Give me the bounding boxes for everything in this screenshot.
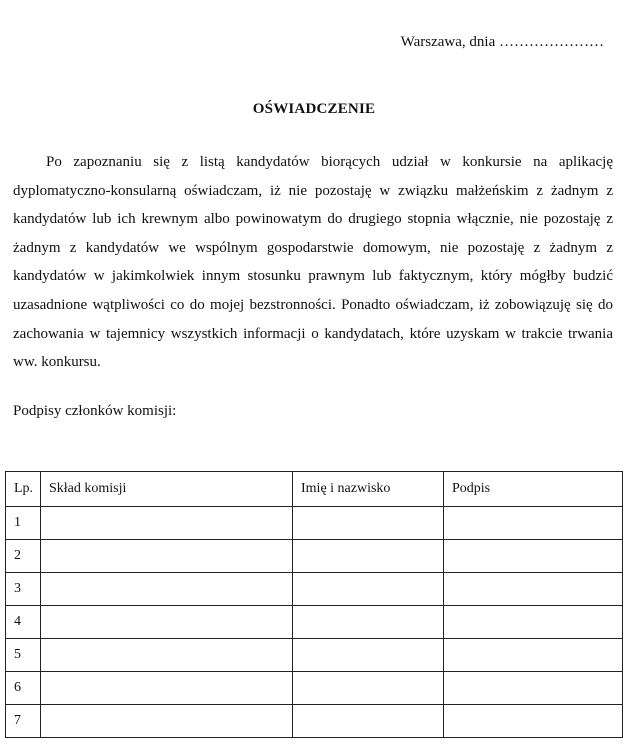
- sklad-cell[interactable]: [41, 606, 293, 639]
- sklad-cell[interactable]: [41, 639, 293, 672]
- header-imie-nazwisko: Imię i nazwisko: [293, 472, 444, 507]
- signatures-label: Podpisy członków komisji:: [13, 403, 177, 419]
- sklad-cell[interactable]: [41, 573, 293, 606]
- name-cell[interactable]: [293, 540, 444, 573]
- document-title: OŚWIADCZENIE: [252, 101, 376, 117]
- row-number: 2: [6, 540, 41, 573]
- signature-cell[interactable]: [444, 573, 623, 606]
- row-number: 5: [6, 639, 41, 672]
- sklad-cell[interactable]: [41, 507, 293, 540]
- signature-cell[interactable]: [444, 606, 623, 639]
- table-row: [6, 606, 623, 639]
- table-row: [6, 639, 623, 672]
- header-lp: Lp.: [6, 472, 41, 507]
- row-number: 6: [6, 672, 41, 705]
- signature-cell[interactable]: [444, 540, 623, 573]
- table-row: [6, 705, 623, 738]
- signature-cell[interactable]: [444, 705, 623, 738]
- name-cell[interactable]: [293, 705, 444, 738]
- table-header-row: [6, 472, 623, 507]
- signature-cell[interactable]: [444, 672, 623, 705]
- row-number: 4: [6, 606, 41, 639]
- table-row: [6, 573, 623, 606]
- sklad-cell[interactable]: [41, 540, 293, 573]
- name-cell[interactable]: [293, 573, 444, 606]
- row-number: 1: [6, 507, 41, 540]
- place-date-line: Warszawa, dnia …………………: [400, 34, 604, 50]
- name-cell[interactable]: [293, 507, 444, 540]
- signature-cell[interactable]: [444, 507, 623, 540]
- committee-table: [5, 471, 623, 738]
- row-number: 3: [6, 573, 41, 606]
- name-cell[interactable]: [293, 672, 444, 705]
- table-row: [6, 672, 623, 705]
- declaration-text: Po zapoznaniu się z listą kandydatów biorących udział w konkursie na aplikację dyplomatyczno-konsularną oświadczam, iż nie pozostaję w związku małżeńskim z żadnym z kandydatów lub ich krewnym albo powinowatym do drugiego stopnia włącznie, nie pozostaję z żadnym z kandydatów we wspólnym gospodarstwie domowym, nie pozostaję z żadnym z kandydatów w jakimkolwiek innym stosunku prawnym lub faktycznym, który mógłby budzić uzasadnione wątpliwości co do mojej bezstronności. Ponadto oświadczam, iż zobowiązuję się do zachowania w tajemnicy wszystkich informacji o kandydatach, które uzyskam w trakcie trwania ww. konkursu.: [13, 154, 613, 371]
- row-number: 7: [6, 705, 41, 738]
- name-cell[interactable]: [293, 639, 444, 672]
- sklad-cell[interactable]: [41, 705, 293, 738]
- sklad-cell[interactable]: [41, 672, 293, 705]
- table-row: [6, 540, 623, 573]
- header-sklad-komisji: Skład komisji: [41, 472, 293, 507]
- header-podpis: Podpis: [444, 472, 623, 507]
- name-cell[interactable]: [293, 606, 444, 639]
- table-row: [6, 507, 623, 540]
- signature-cell[interactable]: [444, 639, 623, 672]
